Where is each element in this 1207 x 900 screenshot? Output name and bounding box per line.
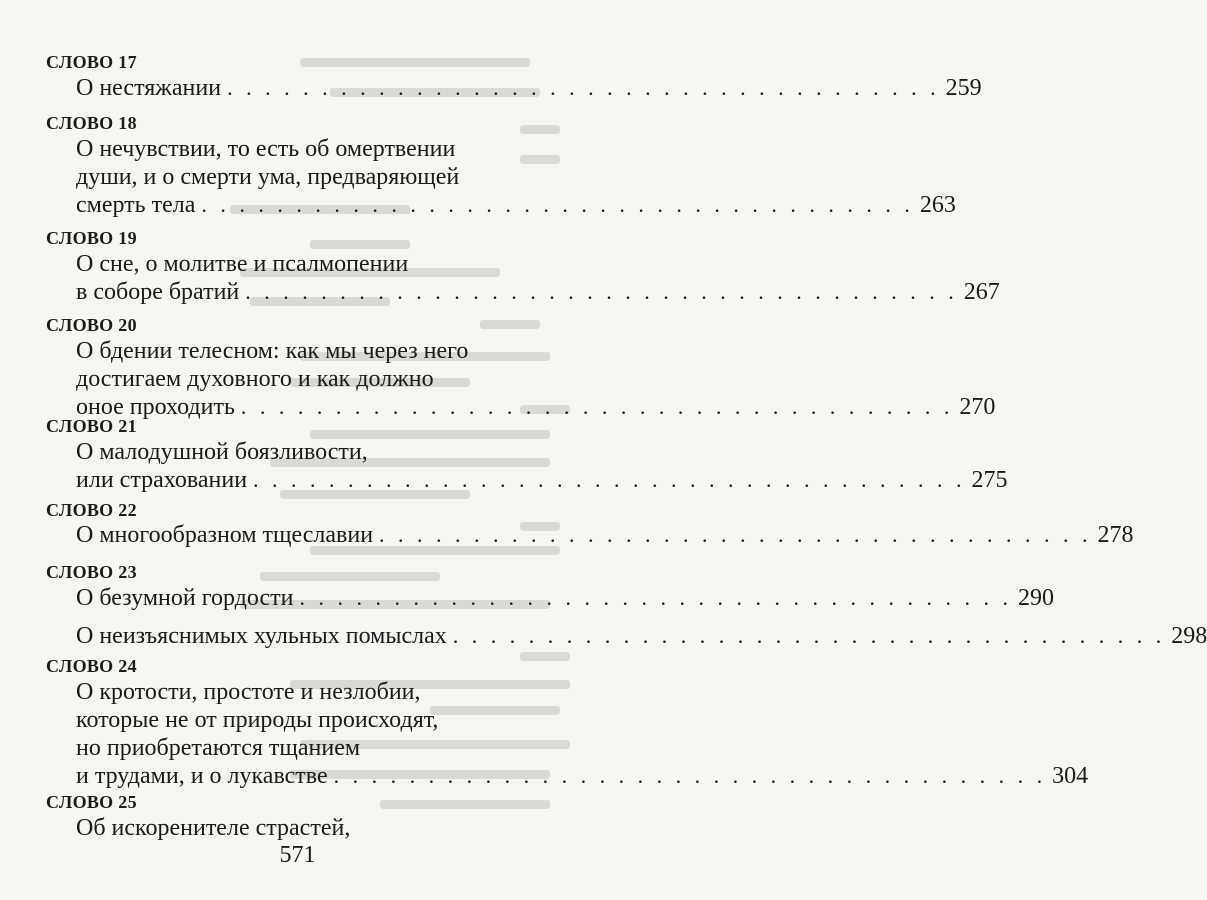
entry-title-line[interactable]: О сне, о молитве и псалмопении <box>76 251 409 277</box>
entry-title-line[interactable]: О малодушной боязливости, <box>76 439 368 465</box>
dot-leader: . . . . . . . . . . . . . . . . . . . . . . . . . . . . . . . . . . . . . . <box>201 192 914 217</box>
entry-title-line: и трудами, и о лукавстве <box>76 763 328 789</box>
entry-title-line[interactable]: Об искоренителе страстей, <box>76 815 351 841</box>
dot-leader: . . . . . . . . . . . . . . . . . . . . . . . . . . . . . . . . . . . . . . <box>333 763 1047 788</box>
chapter-heading: СЛОВО 18 <box>46 113 137 133</box>
entry-title-line: смерть тела <box>76 192 196 218</box>
entry-title-line[interactable]: но приобретаются тщанием <box>76 735 361 761</box>
entry-title-line[interactable]: О кротости, простоте и незлобии, <box>76 679 421 705</box>
entry-page-number: 298 <box>1171 623 1207 649</box>
entry-title-line[interactable]: души, и о смерти ума, предваряющей <box>76 164 460 190</box>
toc-entry-last-line[interactable] <box>76 622 1207 650</box>
entry-title-line: О неизъяснимых хульных помыслах <box>76 623 447 649</box>
entry-title-line: или страховании <box>76 467 248 493</box>
entry-page-number: 270 <box>959 394 996 420</box>
entry-title-line: О безумной гордости <box>76 585 294 611</box>
dot-leader: . . . . . . . . . . . . . . . . . . . . . . . . . . . . . . . . . . . . . . <box>379 522 1092 547</box>
entry-title-line[interactable]: О бдении телесном: как мы через него <box>76 338 469 364</box>
entry-title-line[interactable]: достигаем духовного и как должно <box>76 366 434 392</box>
toc-entry-last-line[interactable] <box>76 762 1089 790</box>
toc-entry-last-line[interactable] <box>76 74 982 102</box>
chapter-heading: СЛОВО 21 <box>46 416 137 436</box>
toc-entry-last-line[interactable] <box>76 584 1054 612</box>
dot-leader: . . . . . . . . . . . . . . . . . . . . . . . . . . . . . . . . . . . . . . <box>299 585 1012 610</box>
entry-title-line: в соборе братий <box>76 279 240 305</box>
chapter-heading: СЛОВО 19 <box>46 228 137 248</box>
page-number: 571 <box>279 842 316 868</box>
chapter-heading: СЛОВО 23 <box>46 562 137 582</box>
entry-title-line: О нестяжании <box>76 75 222 101</box>
chapter-heading: СЛОВО 17 <box>46 52 137 72</box>
entry-page-number: 304 <box>1052 763 1089 789</box>
dot-leader: . . . . . . . . . . . . . . . . . . . . . . . . . . . . . . . . . . . . . . <box>245 279 958 304</box>
chapter-heading: СЛОВО 25 <box>46 792 137 812</box>
toc-entry-last-line[interactable] <box>76 466 1008 494</box>
entry-title-line[interactable]: которые не от природы происходят, <box>76 707 439 733</box>
toc-entry-last-line[interactable] <box>76 278 1000 306</box>
chapter-heading: СЛОВО 22 <box>46 500 137 520</box>
entry-page-number: 263 <box>919 192 956 218</box>
entry-title-line: оное проходить <box>76 394 235 420</box>
chapter-heading: СЛОВО 24 <box>46 656 137 676</box>
entry-page-number: 259 <box>945 75 982 101</box>
dot-leader: . . . . . . . . . . . . . . . . . . . . . . . . . . . . . . . . . . . . . . <box>240 394 954 419</box>
entry-title-line: О многообразном тщеславии <box>76 522 374 548</box>
entry-page-number: 290 <box>1017 585 1054 611</box>
dot-leader: . . . . . . . . . . . . . . . . . . . . . . . . . . . . . . . . . . . . . . <box>227 75 940 100</box>
toc-entry-last-line[interactable] <box>76 191 956 219</box>
entry-page-number: 267 <box>963 279 1000 305</box>
entry-page-number: 275 <box>971 467 1008 493</box>
toc-entry-last-line[interactable] <box>76 521 1134 549</box>
entry-title-line[interactable]: О нечувствии, то есть об омертвении <box>76 136 456 162</box>
dot-leader: . . . . . . . . . . . . . . . . . . . . . . . . . . . . . . . . . . . . . . <box>452 623 1166 648</box>
entry-page-number: 278 <box>1097 522 1134 548</box>
chapter-heading: СЛОВО 20 <box>46 315 137 335</box>
toc-entry-last-line[interactable] <box>76 393 996 421</box>
dot-leader: . . . . . . . . . . . . . . . . . . . . . . . . . . . . . . . . . . . . . . <box>253 467 966 492</box>
